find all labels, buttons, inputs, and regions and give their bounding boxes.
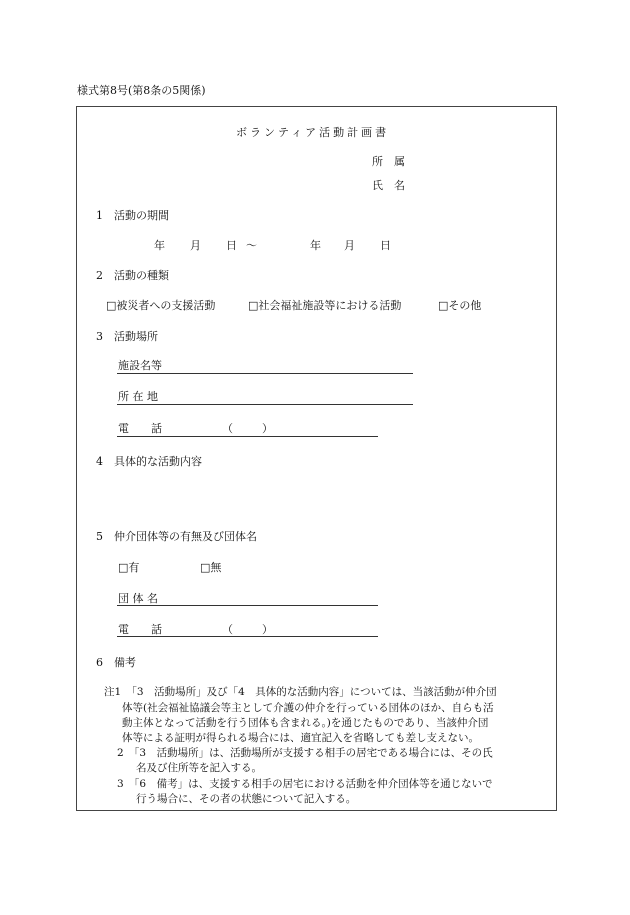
section-place-heading: 3 活動場所 xyxy=(96,330,158,343)
address-field[interactable] xyxy=(117,404,413,405)
place-phone-field[interactable] xyxy=(117,436,378,437)
place-phone-paren-close: ） xyxy=(262,422,273,435)
form-title: ボランティア活動計画書 xyxy=(236,126,390,139)
type-option-other[interactable]: □その他 xyxy=(438,299,482,312)
affiliation-label: 所 属 xyxy=(372,155,405,168)
end-day-label: 日 xyxy=(380,239,391,252)
note-line: 注1 「3 活動場所」及び「4 具体的な活動内容」については、当該活動が仲介団 xyxy=(104,686,497,698)
form-reference: 様式第8号(第8条の5関係) xyxy=(77,84,206,97)
section-intermediary-heading: 5 仲介団体等の有無及び団体名 xyxy=(96,530,257,543)
start-year-label: 年 xyxy=(154,239,165,252)
place-phone-paren-open: （ xyxy=(222,422,233,435)
address-label: 所 在 地 xyxy=(118,390,158,403)
note-line: 2 「3 活動場所」は、活動場所が支援する相手の居宅である場合には、その氏 xyxy=(117,747,493,759)
note-line: 体等による証明が得られる場合には、適宜記入を省略しても差し支えない。 xyxy=(122,732,479,744)
intermediary-phone-field[interactable] xyxy=(117,636,378,637)
note-line: 動主体となって活動を行う団体も含まれる。)を通じたものであり、当該仲介団 xyxy=(122,717,489,729)
facility-name-field[interactable] xyxy=(117,373,413,374)
facility-name-label: 施設名等 xyxy=(118,359,162,372)
end-month-label: 月 xyxy=(344,239,355,252)
type-option-welfare-facility[interactable]: □社会福祉施設等における活動 xyxy=(248,299,402,312)
name-label: 氏 名 xyxy=(372,179,405,192)
end-year-label: 年 xyxy=(310,239,321,252)
section-type-heading: 2 活動の種類 xyxy=(96,269,169,282)
start-month-label: 月 xyxy=(190,239,201,252)
note-line: 行う場合に、その者の状態について記入する。 xyxy=(136,793,357,805)
intermediary-option-yes[interactable]: □有 xyxy=(118,561,140,574)
note-line: 体等(社会福祉協議会等主として介護の仲介を行っている団体のほか、自らも活 xyxy=(122,702,494,714)
section-remarks-heading: 6 備考 xyxy=(96,656,136,669)
intermediary-phone-paren-close: ） xyxy=(262,623,273,636)
place-phone-label: 電 話 xyxy=(118,422,162,435)
intermediary-phone-label: 電 話 xyxy=(118,623,162,636)
section-content-heading: 4 具体的な活動内容 xyxy=(96,455,202,468)
start-day-label: 日 xyxy=(226,239,237,252)
type-option-disaster[interactable]: □被災者への支援活動 xyxy=(106,299,216,312)
note-line: 名及び住所等を記入する。 xyxy=(136,762,262,774)
note-line: 3 「6 備考」は、支援する相手の居宅における活動を仲介団体等を通じないで xyxy=(117,778,493,790)
section-period-heading: 1 活動の期間 xyxy=(96,209,169,222)
intermediary-phone-paren-open: （ xyxy=(222,623,233,636)
org-name-field[interactable] xyxy=(117,605,378,606)
period-tilde: 〜 xyxy=(246,239,257,252)
org-name-label: 団 体 名 xyxy=(118,592,158,605)
intermediary-option-no[interactable]: □無 xyxy=(200,561,222,574)
